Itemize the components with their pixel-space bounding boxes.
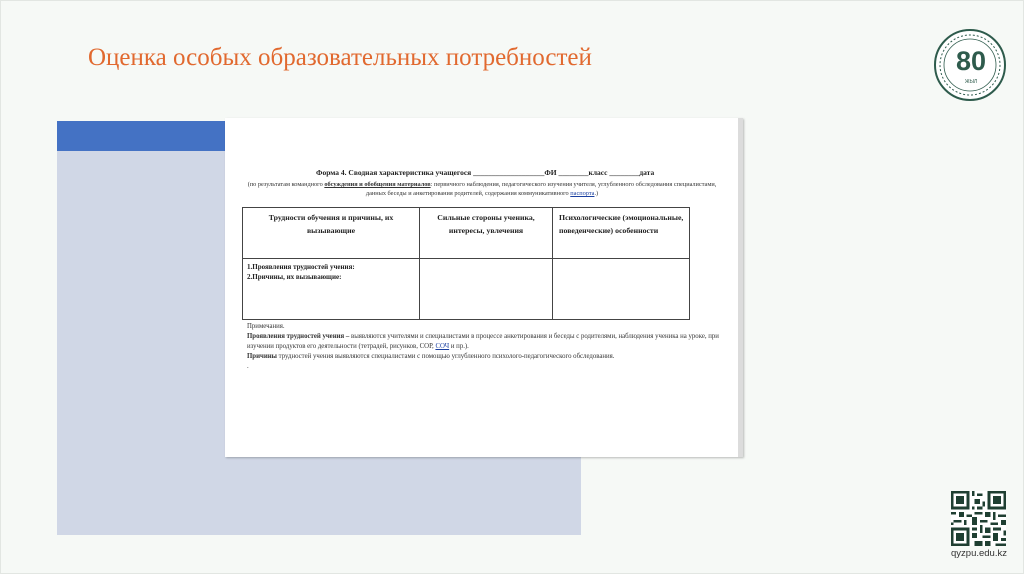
notes-p1-link: СОЧ	[435, 343, 450, 350]
table-row	[243, 259, 690, 320]
table-cell-difficulties	[243, 259, 420, 320]
form-subtitle-bold: обсуждения и обобщения материалов	[324, 181, 431, 188]
logo-number: 80	[955, 46, 987, 76]
cell-line-2: 2.Причины, их вызывающие:	[247, 273, 342, 281]
notes-paragraph-2	[247, 352, 727, 362]
cell-line-1: 1.Проявления трудностей учения:	[247, 263, 355, 271]
table-header-psychological: Психологические (эмоциональные, поведенческие) особенности	[553, 208, 690, 259]
table-cell-psychological	[553, 259, 690, 320]
notes-p2-bold: Причины	[247, 353, 277, 360]
notes-heading: Примечания.	[247, 323, 285, 330]
notes-p1-text: выявляются учителями и специалистами в процессе анкетирования и беседы с родителями, наблюдения ученика на уроке, при изучении продуктов его деятельности (тетрадей, рисунков, СОР,	[247, 333, 719, 350]
logo-subtext: ЖЫЛ	[964, 79, 978, 85]
table-header-strengths: Сильные стороны ученика, интересы, увлечения	[420, 208, 553, 259]
site-url: qyzpu.edu.kz	[951, 548, 1007, 559]
table-header-row	[243, 208, 690, 259]
notes-p1-bold: Проявления трудностей учения –	[247, 333, 350, 340]
form-subtitle-end: .)	[594, 190, 599, 197]
notes-paragraph-1	[247, 332, 727, 352]
form-subtitle	[247, 180, 717, 198]
summary-table	[242, 207, 690, 320]
form-notes	[247, 322, 727, 372]
form-subtitle-pre: (по результатам командного	[247, 181, 323, 188]
qr-code-icon	[951, 491, 1006, 546]
form-subtitle-link: паспорта	[570, 190, 595, 197]
slide-title: Оценка особых образовательных потребностей	[88, 44, 592, 71]
table-header-difficulties: Трудности обучения и причины, их вызывающие	[243, 208, 420, 259]
form-subtitle-post: : первичного наблюдения, педагогического изучения учителя, углубленного обследования специалистами, данных беседы и анкетирования родителей, содержания коммуникативного	[365, 181, 717, 197]
blue-accent-block	[57, 121, 225, 151]
notes-p1-end: и пр.).	[449, 343, 469, 350]
table-cell-strengths	[420, 259, 553, 320]
notes-dot: .	[247, 363, 249, 370]
document-edge	[738, 118, 743, 457]
notes-p2-text: трудностей учения выявляются специалистами с помощью углубленного психолого-педагогического обследования.	[276, 353, 615, 360]
form-title: Форма 4. Сводная характеристика учащегося ___________________ФИ ________класс ________дата	[316, 168, 655, 177]
